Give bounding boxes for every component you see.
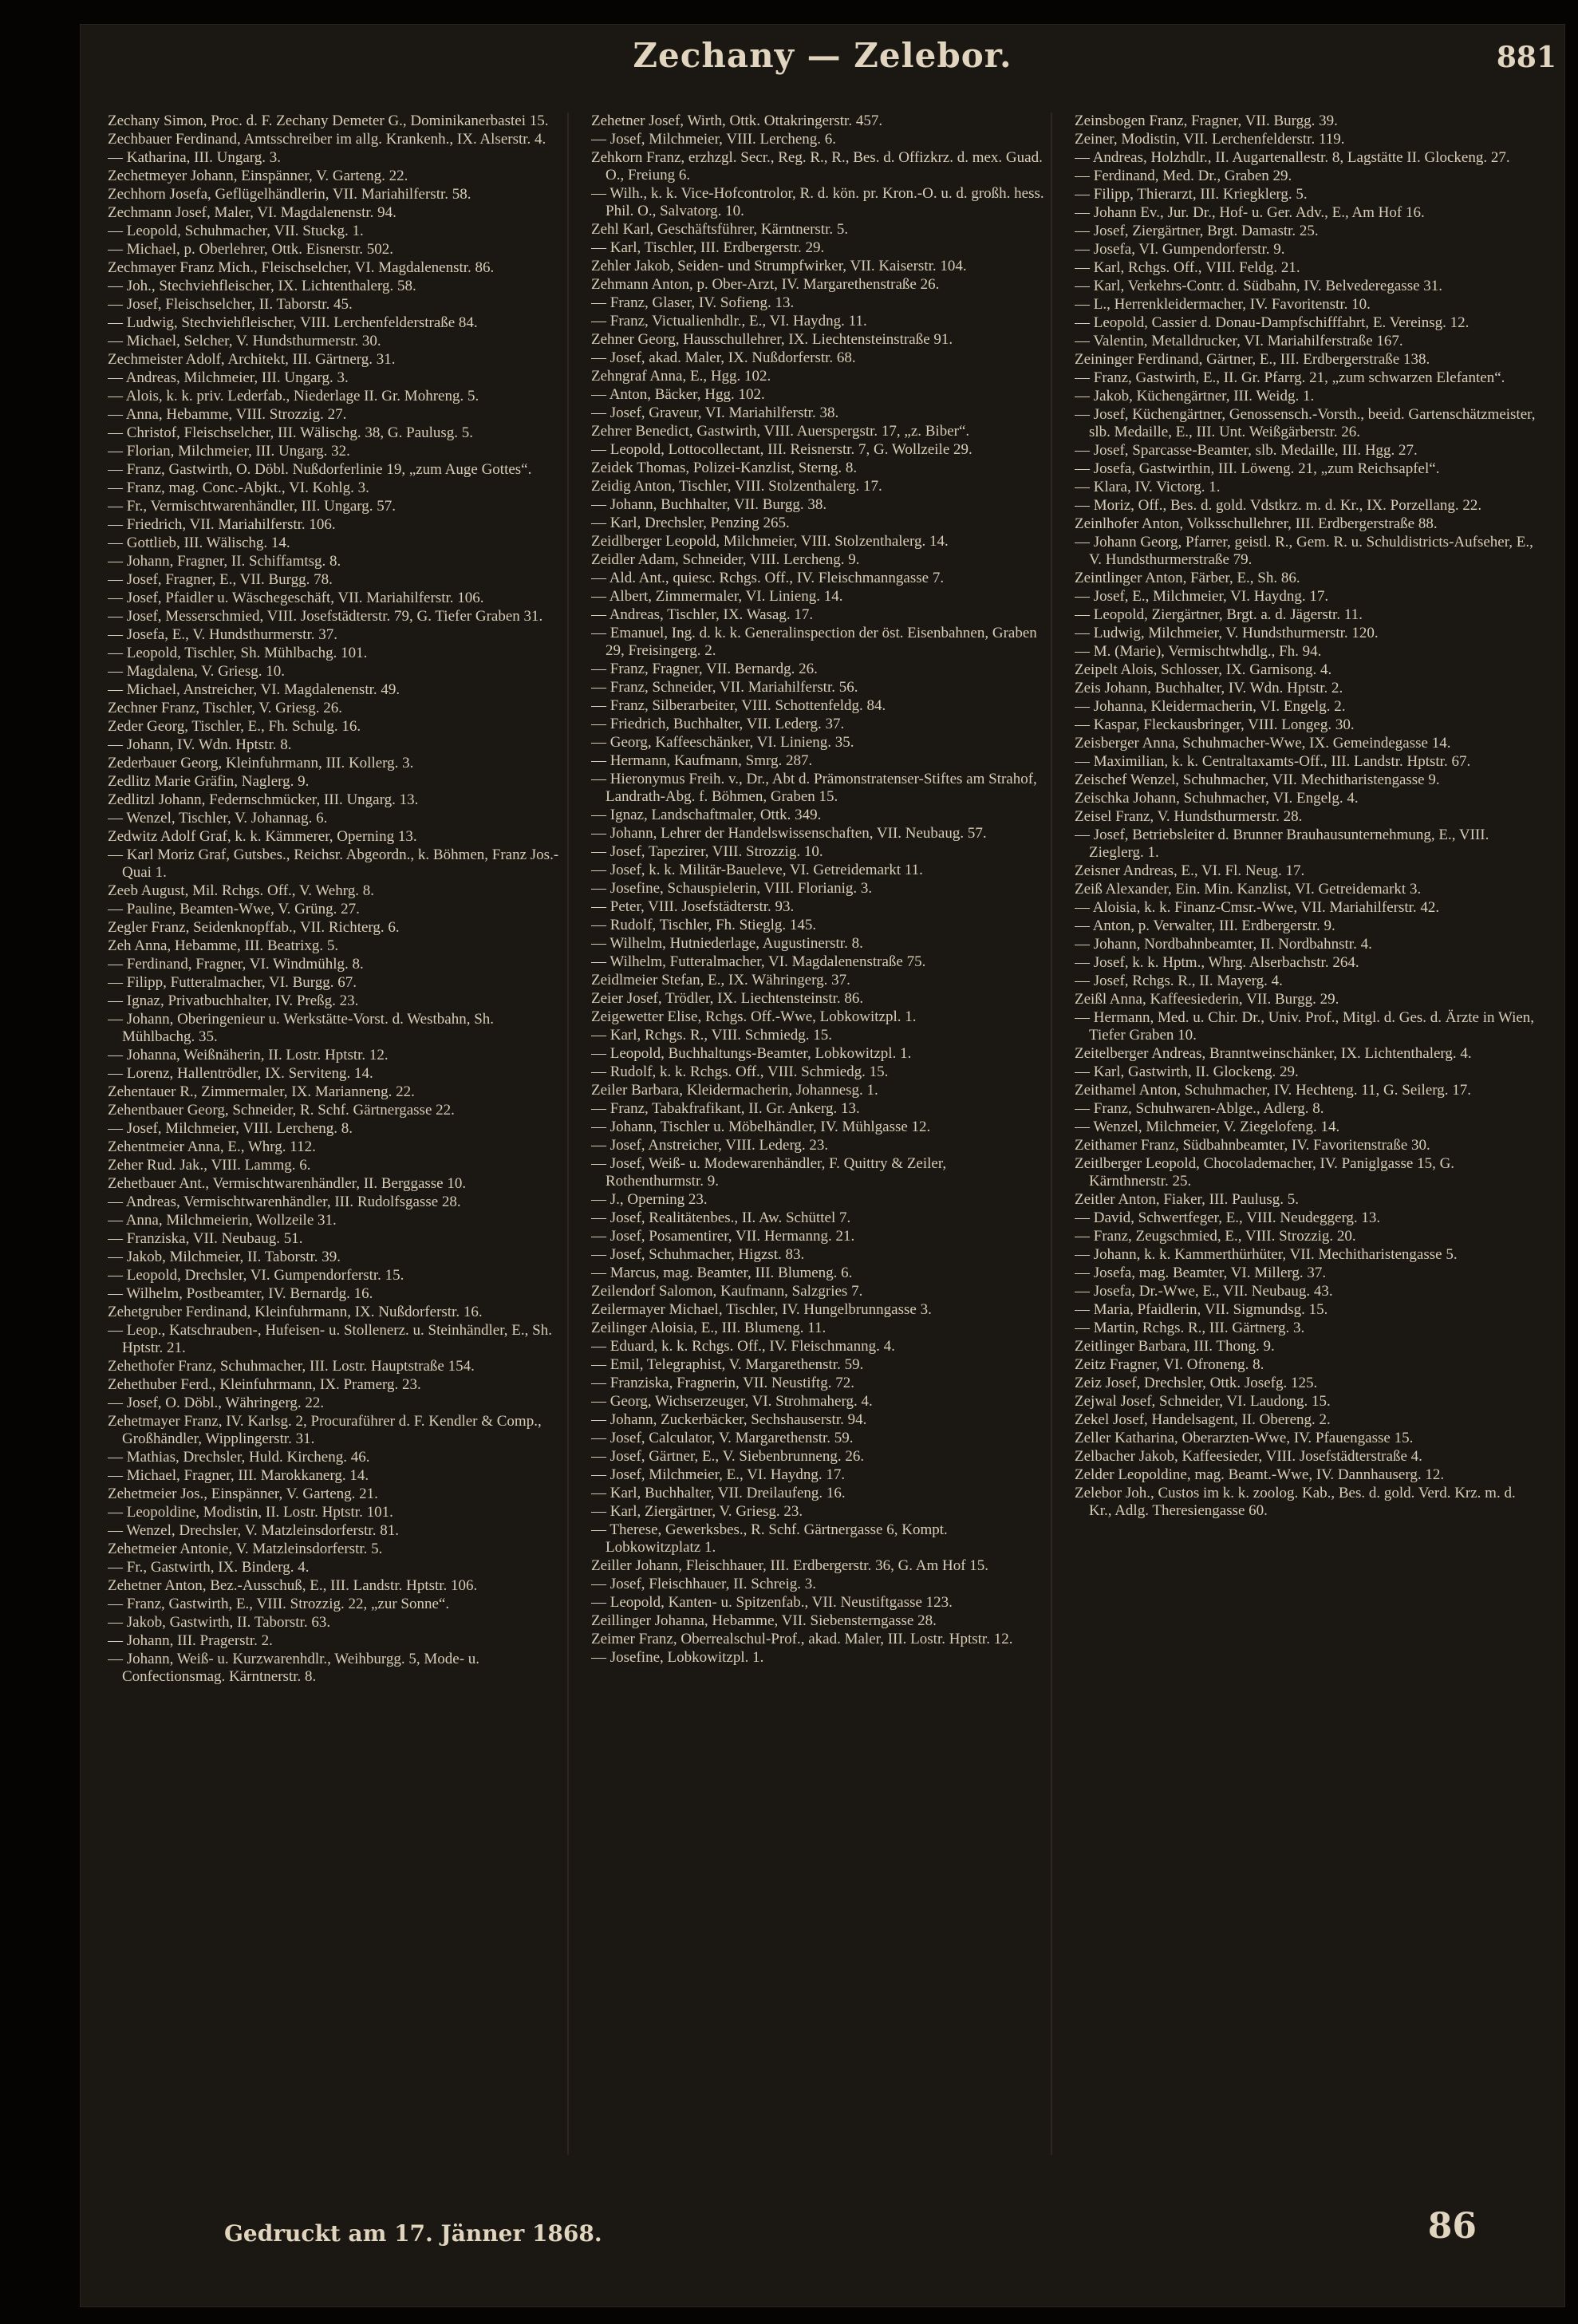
directory-entry: — Josef, E., Milchmeier, VI. Haydng. 17. — [1075, 588, 1329, 605]
directory-entry: — Josef, Realitätenbes., II. Aw. Schüttel 7. — [591, 1209, 851, 1226]
directory-entry: Zeidek Thomas, Polizei-Kanzlist, Sterng. 8. — [591, 460, 858, 476]
directory-entry: Zedlitzl Johann, Federnschmücker, III. Ungarg. 13. — [108, 791, 419, 808]
directory-entry: — Franz, Victualienhdlr., E., VI. Haydng. 11. — [591, 313, 867, 329]
directory-entry: — Josef, Sparcasse-Beamter, slb. Medaille, III. Hgg. 27. — [1075, 442, 1418, 459]
directory-entry: — Johann, IV. Wdn. Hptstr. 8. — [108, 736, 292, 753]
directory-entry: Zechmayer Franz Mich., Fleischselcher, VI. Magdalenenstr. 86. — [108, 259, 495, 276]
directory-entry: — Josef, Rchgs. R., II. Mayerg. 4. — [1075, 973, 1283, 989]
directory-entry: Zeidlmeier Stefan, E., IX. Währingerg. 37. — [591, 972, 850, 988]
directory-entry: Zeigewetter Elise, Rchgs. Off.-Wwe, Lobkowitzpl. 1. — [591, 1008, 917, 1025]
directory-entry: — Josef, Gärtner, E., V. Siebenbrunneng. 26. — [591, 1448, 865, 1465]
directory-entry: Zelebor Joh., Custos im k. k. zoolog. Kab., Bes. d. gold. Verd. Krz. m. d. Kr., Adlg. Theresiengasse 60. — [1075, 1485, 1516, 1519]
directory-entry: Zeier Josef, Trödler, IX. Liechtensteinstr. 86. — [591, 990, 864, 1007]
directory-entry: Zeilendorf Salomon, Kaufmann, Salzgries 7. — [591, 1283, 863, 1300]
directory-entry: Zehler Jakob, Seiden- und Strumpfwirker, VII. Kaiserstr. 104. — [591, 258, 967, 274]
page-title: Zechany — Zelebor. — [633, 36, 1012, 75]
directory-entry: — Josef, Pfaidler u. Wäschegeschäft, VII. Mariahilferstr. 106. — [108, 590, 484, 606]
directory-entry: — Johann, III. Pragerstr. 2. — [108, 1632, 273, 1649]
directory-entry: — Franziska, VII. Neubaug. 51. — [108, 1230, 303, 1247]
directory-entry: — Lorenz, Hallentrödler, IX. Serviteng. 14. — [108, 1065, 373, 1082]
directory-entry: — Jakob, Küchengärtner, III. Weidg. 1. — [1075, 388, 1315, 404]
directory-entry: — Karl, Rchgs. Off., VIII. Feldg. 21. — [1075, 259, 1300, 276]
directory-entry: — Pauline, Beamten-Wwe, V. Grüng. 27. — [108, 901, 360, 917]
directory-entry: — Joh., Stechviehfleischer, IX. Lichtenthalerg. 58. — [108, 278, 416, 294]
directory-entry: Zedwitz Adolf Graf, k. k. Kämmerer, Operning 13. — [108, 828, 417, 845]
directory-entry: — Karl, Ziergärtner, V. Griesg. 23. — [591, 1503, 803, 1520]
directory-entry: — Josef, Graveur, VI. Mariahilferstr. 38. — [591, 404, 839, 421]
directory-entry: Zehethuber Ferd., Kleinfuhrmann, IX. Pramerg. 23. — [108, 1376, 421, 1393]
directory-entry: — Josef, Fleischselcher, II. Taborstr. 45. — [108, 296, 353, 313]
directory-entry: Zehkorn Franz, erzhzgl. Secr., Reg. R., R., Bes. d. Offizkrz. d. mex. Guad. O., Freiung 6. — [591, 149, 1043, 183]
directory-entry: Zehner Georg, Hausschullehrer, IX. Liechtensteinstraße 91. — [591, 331, 953, 348]
directory-entry: — Ferdinand, Med. Dr., Graben 29. — [1075, 168, 1292, 184]
directory-entry: — Gottlieb, III. Wälischg. 14. — [108, 535, 290, 551]
directory-entry: — Franz, Gastwirth, O. Döbl. Nußdorferlinie 19, „zum Auge Gottes“. — [108, 461, 532, 478]
directory-entry: — Leopold, Tischler, Sh. Mühlbachg. 101. — [108, 645, 368, 661]
directory-entry: — Johann, Fragner, II. Schiffamtsg. 8. — [108, 553, 341, 570]
directory-entry: — Georg, Kaffeeschänker, VI. Linieng. 35. — [591, 734, 854, 751]
directory-entry: Zechmann Josef, Maler, VI. Magdalenenstr. 94. — [108, 204, 396, 221]
directory-entry: — Ludwig, Stechviehfleischer, VIII. Lerchenfelderstraße 84. — [108, 314, 478, 331]
directory-entry: Zehngraf Anna, E., Hgg. 102. — [591, 368, 771, 385]
directory-entry: — Wilh., k. k. Vice-Hofcontrolor, R. d. kön. pr. Kron.-O. u. d. großh. hess. Phil. O., Salvatorg. 10. — [591, 185, 1044, 219]
directory-entry: Zechetmeyer Johann, Einspänner, V. Garteng. 22. — [108, 168, 408, 184]
directory-entry: Zeipelt Alois, Schlosser, IX. Garnisong. 4. — [1075, 661, 1332, 678]
directory-entry: — Maria, Pfaidlerin, VII. Sigmundsg. 15. — [1075, 1301, 1328, 1318]
directory-entry: Zeder Georg, Tischler, E., Fh. Schulg. 16. — [108, 718, 361, 735]
directory-entry: — Leop., Katschrauben-, Hufeisen- u. Stollenerz. u. Steinhändler, E., Sh. Hptstr. 21. — [108, 1322, 552, 1356]
directory-entry: — Johann, Zuckerbäcker, Sechshauserstr. 94. — [591, 1411, 867, 1428]
directory-entry: — Josef, Calculator, V. Margarethenstr. 59. — [591, 1430, 854, 1446]
directory-entry: Zeeb August, Mil. Rchgs. Off., V. Wehrg. 8. — [108, 882, 374, 899]
directory-entry: — Franz, Gastwirth, E., II. Gr. Pfarrg. 21, „zum schwarzen Elefanten“. — [1075, 369, 1505, 386]
column-right — [1075, 112, 1536, 2155]
directory-entry: — Ignaz, Landschaftmaler, Ottk. 349. — [591, 807, 822, 823]
directory-entry: — Fr., Gastwirth, IX. Binderg. 4. — [108, 1559, 310, 1576]
directory-entry: — Josef, Küchengärtner, Genossensch.-Vorsth., beeid. Gartenschätzmeister, slb. Medaille, E., III. Unt. Weißgärberstr. 26. — [1075, 406, 1536, 440]
directory-entry: — Josef, Weiß- u. Modewarenhändler, F. Quittry & Zeiler, Rothenthurmstr. 9. — [591, 1155, 947, 1190]
directory-entry: — Josef, Milchmeier, E., VI. Haydng. 17. — [591, 1466, 846, 1483]
directory-entry: — Josefa, mag. Beamter, VI. Millerg. 37. — [1075, 1265, 1327, 1281]
directory-entry: Zeitlberger Leopold, Chocolademacher, IV. Paniglgasse 15, G. Kärnthnerstr. 25. — [1075, 1155, 1455, 1190]
directory-entry: — Hieronymus Freih. v., Dr., Abt d. Prämonstratenser-Stiftes am Strahof, Landrath-Abg. f. Böhmen, Graben 15. — [591, 771, 1037, 805]
directory-entry: Zeller Katharina, Oberarzten-Wwe, IV. Pfauengasse 15. — [1075, 1430, 1414, 1446]
directory-entry: — Andreas, Milchmeier, III. Ungarg. 3. — [108, 369, 349, 386]
directory-entry: — Leopoldine, Modistin, II. Lostr. Hptstr. 101. — [108, 1504, 393, 1521]
directory-entry: — Johann, k. k. Kammerthürhüter, VII. Mechitharistengasse 5. — [1075, 1246, 1458, 1263]
directory-entry: — Josef, Messerschmied, VIII. Josefstädterstr. 79, G. Tiefer Graben 31. — [108, 608, 543, 625]
directory-entry: — Josef, Milchmeier, VIII. Lercheng. 6. — [591, 131, 837, 148]
directory-entry: Zeischef Wenzel, Schuhmacher, VII. Mechitharistengasse 9. — [1075, 771, 1440, 788]
directory-entry: — Anton, Bäcker, Hgg. 102. — [591, 386, 765, 403]
print-date-note: Gedruckt am 17. Jänner 1868. — [224, 2220, 602, 2247]
directory-entry: — Josefine, Lobkowitzpl. 1. — [591, 1649, 764, 1666]
directory-entry: — Michael, Fragner, III. Marokkanerg. 14. — [108, 1467, 369, 1484]
directory-entry: — Kaspar, Fleckausbringer, VIII. Longeg. 30. — [1075, 716, 1355, 733]
directory-entry: — Filipp, Futteralmacher, VI. Burgg. 67. — [108, 974, 357, 991]
directory-entry: — Aloisia, k. k. Finanz-Cmsr.-Wwe, VII. Mariahilferstr. 42. — [1075, 899, 1440, 916]
directory-entry: Zehrer Benedict, Gastwirth, VIII. Auerspergstr. 17, „z. Biber“. — [591, 423, 970, 440]
directory-entry: — Josef, akad. Maler, IX. Nußdorferstr. 68. — [591, 349, 856, 366]
directory-entry: — Klara, IV. Victorg. 1. — [1075, 479, 1221, 495]
directory-entry: Zekel Josef, Handelsagent, II. Obereng. 2. — [1075, 1411, 1331, 1428]
directory-entry: — Josefa, Gastwirthin, III. Löweng. 21, „zum Reichsapfel“. — [1075, 460, 1440, 477]
directory-entry: — Leopold, Lottocollectant, III. Reisnerstr. 7, G. Wollzeile 29. — [591, 441, 972, 458]
column-left — [108, 112, 569, 2155]
directory-entry: — Wenzel, Milchmeier, V. Ziegelofeng. 14. — [1075, 1119, 1340, 1135]
directory-entry: Zeillinger Johanna, Hebamme, VII. Siebensterngasse 28. — [591, 1612, 937, 1629]
directory-entry: Zeitelberger Andreas, Branntweinschänker, IX. Lichtenthalerg. 4. — [1075, 1045, 1472, 1062]
directory-entry: Zehetmayer Franz, IV. Karlsg. 2, Procuraführer d. F. Kendler & Comp., Großhändler, Wipplingerstr. 31. — [108, 1413, 542, 1447]
directory-entry: — Josefine, Schauspielerin, VIII. Florianig. 3. — [591, 880, 873, 897]
directory-entry: — Josef, Anstreicher, VIII. Lederg. 23. — [591, 1137, 829, 1154]
directory-entry: — Emil, Telegraphist, V. Margarethenstr. 59. — [591, 1356, 864, 1373]
directory-entry: — Hermann, Kaufmann, Smrg. 287. — [591, 752, 813, 769]
directory-entry: — Leopold, Schuhmacher, VII. Stuckg. 1. — [108, 223, 364, 239]
directory-entry: Zeitz Fragner, VI. Ofroneng. 8. — [1075, 1356, 1264, 1373]
directory-entry: — Wilhelm, Futteralmacher, VI. Magdalenenstraße 75. — [591, 953, 926, 970]
directory-entry: Zeiller Johann, Fleischhauer, III. Erdbergerstr. 36, G. Am Hof 15. — [591, 1557, 989, 1574]
directory-entry: — Wenzel, Tischler, V. Johannag. 6. — [108, 810, 328, 827]
directory-entry: — Georg, Wichserzeuger, VI. Strohmaherg. 4. — [591, 1393, 873, 1410]
directory-entry: — Anton, p. Verwalter, III. Erdbergerstr. 9. — [1075, 917, 1335, 934]
directory-entry: — Marcus, mag. Beamter, III. Blumeng. 6. — [591, 1265, 853, 1281]
directory-entry: Zeisberger Anna, Schuhmacher-Wwe, IX. Gemeindegasse 14. — [1075, 735, 1451, 752]
page-footer — [81, 2206, 1564, 2260]
directory-entry: Zedlitz Marie Gräfin, Naglerg. 9. — [108, 773, 310, 790]
directory-entry: — Josef, Schuhmacher, Higzst. 83. — [591, 1246, 805, 1263]
directory-entry: — Franz, Tabakfrafikant, II. Gr. Ankerg. 13. — [591, 1100, 860, 1117]
directory-entry: — M. (Marie), Vermischtwhdlg., Fh. 94. — [1075, 643, 1322, 660]
directory-entry: — Karl, Buchhalter, VII. Dreilaufeng. 16. — [591, 1485, 846, 1501]
directory-entry: — Franz, Zeugschmied, E., VIII. Strozzig. 20. — [1075, 1228, 1356, 1245]
directory-entry: — Therese, Gewerksbes., R. Schf. Gärtnergasse 6, Kompt. Lobkowitzplatz 1. — [591, 1521, 948, 1556]
directory-entry: Zeilermayer Michael, Tischler, IV. Hungelbrunngasse 3. — [591, 1301, 932, 1318]
directory-entry: — Albert, Zimmermaler, VI. Linieng. 14. — [591, 588, 843, 605]
directory-entry: — Leopold, Kanten- u. Spitzenfab., VII. Neustiftgasse 123. — [591, 1594, 953, 1611]
directory-entry: — Michael, p. Oberlehrer, Ottk. Eisnerstr. 502. — [108, 241, 394, 258]
directory-entry: — Josefa, Dr.-Wwe, E., VII. Neubaug. 43. — [1075, 1283, 1333, 1300]
directory-entry: — Leopold, Cassier d. Donau-Dampfschifffahrt, E. Vereinsg. 12. — [1075, 314, 1470, 331]
directory-entry: — Josefa, E., V. Hundsthurmerstr. 37. — [108, 626, 337, 643]
directory-entry: — Friedrich, Buchhalter, VII. Lederg. 37. — [591, 716, 845, 732]
directory-entry: — Leopold, Buchhaltungs-Beamter, Lobkowitzpl. 1. — [591, 1045, 912, 1062]
directory-entry: Zejwal Josef, Schneider, VI. Laudong. 15. — [1075, 1393, 1331, 1410]
directory-entry: — Josef, Fragner, E., VII. Burgg. 78. — [108, 571, 333, 588]
directory-entry: Zeißl Anna, Kaffeesiederin, VII. Burgg. 29. — [1075, 991, 1339, 1008]
directory-entry: — Karl, Tischler, III. Erdbergerstr. 29. — [591, 239, 825, 256]
directory-entry: — Karl, Rchgs. R., VIII. Schmiedg. 15. — [591, 1027, 833, 1044]
directory-entry: — Jakob, Gastwirth, II. Taborstr. 63. — [108, 1614, 331, 1631]
directory-entry: — Peter, VIII. Josefstädterstr. 93. — [591, 898, 795, 915]
directory-entry: Zeisel Franz, V. Hundsthurmerstr. 28. — [1075, 808, 1303, 825]
directory-entry: — Hermann, Med. u. Chir. Dr., Univ. Prof., Mitgl. d. Ges. d. Ärzte in Wien, Tiefer Graben 10. — [1075, 1009, 1535, 1044]
directory-entry: — Johann, Oberingenieur u. Werkstätte-Vorst. d. Westbahn, Sh. Mühlbachg. 35. — [108, 1011, 495, 1045]
directory-entry: Zehethofer Franz, Schuhmacher, III. Lostr. Hauptstraße 154. — [108, 1358, 475, 1375]
directory-entry: Zechhorn Josefa, Geflügelhändlerin, VII. Mariahilferstr. 58. — [108, 186, 471, 203]
directory-entry: Zeilinger Aloisia, E., III. Blumeng. 11. — [591, 1320, 826, 1336]
directory-entry: — Josef, Ziergärtner, Brgt. Damastr. 25. — [1075, 223, 1319, 239]
directory-entry: — Franz, Schuhwaren-Ablge., Adlerg. 8. — [1075, 1100, 1324, 1117]
directory-entry: — Andreas, Holzhdlr., II. Augartenallestr. 8, Lagstätte II. Glockeng. 27. — [1075, 149, 1510, 166]
directory-entry: — Magdalena, V. Griesg. 10. — [108, 663, 285, 680]
directory-entry: Zechner Franz, Tischler, V. Griesg. 26. — [108, 700, 343, 716]
directory-entry: Zeiler Barbara, Kleidermacherin, Johannesg. 1. — [591, 1082, 878, 1099]
directory-entry: Zeitler Anton, Fiaker, III. Paulusg. 5. — [1075, 1191, 1300, 1208]
directory-entry: — Michael, Selcher, V. Hundsthurmerstr. 30. — [108, 333, 381, 349]
directory-entry: Zeiß Alexander, Ein. Min. Kanzlist, VI. Getreidemarkt 3. — [1075, 881, 1422, 898]
directory-entry: — David, Schwertfeger, E., VIII. Neudeggerg. 13. — [1075, 1209, 1381, 1226]
directory-entry: — Maximilian, k. k. Centraltaxamts-Off., III. Landstr. Hptstr. 67. — [1075, 753, 1471, 770]
directory-entry: Zeidig Anton, Tischler, VIII. Stolzenthalerg. 17. — [591, 478, 882, 495]
directory-entry: Zehmann Anton, p. Ober-Arzt, IV. Margarethenstraße 26. — [591, 276, 940, 293]
directory-entry: — L., Herrenkleidermacher, IV. Favoritenstr. 10. — [1075, 296, 1371, 313]
column-middle — [591, 112, 1052, 2155]
directory-entry: Zehetmeier Antonie, V. Matzleinsdorferstr. 5. — [108, 1541, 383, 1557]
directory-entry: Zeisner Andreas, E., VI. Fl. Neug. 17. — [1075, 862, 1305, 879]
directory-entry: — Karl, Gastwirth, II. Glockeng. 29. — [1075, 1063, 1299, 1080]
directory-entry: Zelder Leopoldine, mag. Beamt.-Wwe, IV. Dannhauserg. 12. — [1075, 1466, 1445, 1483]
directory-entry: Zeiz Josef, Drechsler, Ottk. Josefg. 125. — [1075, 1375, 1318, 1391]
directory-entry: — Franz, Gastwirth, E., VIII. Strozzig. 22, „zur Sonne“. — [108, 1596, 450, 1612]
directory-entry: — Josefa, VI. Gumpendorferstr. 9. — [1075, 241, 1285, 258]
directory-entry: — Franz, mag. Conc.-Abjkt., VI. Kohlg. 3. — [108, 479, 369, 496]
directory-entry: — Karl, Drechsler, Penzing 265. — [591, 515, 790, 531]
directory-entry: — Josef, Posamentirer, VII. Hermanng. 21. — [591, 1228, 855, 1245]
directory-entry: — Katharina, III. Ungarg. 3. — [108, 149, 282, 166]
directory-entry: — Josef, Milchmeier, VIII. Lercheng. 8. — [108, 1120, 353, 1137]
directory-entry: Zeischka Johann, Schuhmacher, VI. Engelg. 4. — [1075, 790, 1359, 807]
directory-entry: Zehentauer R., Zimmermaler, IX. Marianneng. 22. — [108, 1083, 415, 1100]
directory-entry: Zehetmeier Jos., Einspänner, V. Garteng. 21. — [108, 1486, 378, 1502]
directory-entry: — Johann, Weiß- u. Kurzwarenhdlr., Weihburgg. 5, Mode- u. Confectionsmag. Kärntnerstr. 8. — [108, 1651, 480, 1685]
directory-entry: Zeher Rud. Jak., VIII. Lammg. 6. — [108, 1157, 311, 1174]
directory-entry: — Moriz, Off., Bes. d. gold. Vdstkrz. m. d. Kr., IX. Porzellang. 22. — [1075, 497, 1482, 514]
directory-entry: — Wenzel, Drechsler, V. Matzleinsdorferstr. 81. — [108, 1522, 399, 1539]
directory-entry: — Rudolf, Tischler, Fh. Stieglg. 145. — [591, 917, 817, 933]
directory-entry: — Leopold, Drechsler, VI. Gumpendorferstr. 15. — [108, 1267, 404, 1284]
directory-entry: Zeis Johann, Buchhalter, IV. Wdn. Hptstr. 2. — [1075, 680, 1343, 696]
directory-entry: — Karl Moriz Graf, Gutsbes., Reichsr. Abgeordn., k. Böhmen, Franz Jos.-Quai 1. — [108, 846, 559, 881]
directory-entry: — Johann, Buchhalter, VII. Burgg. 38. — [591, 496, 827, 513]
directory-entry: — Friedrich, VII. Mariahilferstr. 106. — [108, 516, 336, 533]
directory-entry: Zeh Anna, Hebamme, III. Beatrixg. 5. — [108, 937, 339, 954]
directory-entry: — Ludwig, Milchmeier, V. Hundsthurmerstr. 120. — [1075, 625, 1379, 641]
directory-entry: — Christof, Fleischselcher, III. Wälischg. 38, G. Paulusg. 5. — [108, 424, 473, 441]
directory-entry: Zelbacher Jakob, Kaffeesieder, VIII. Josefstädterstraße 4. — [1075, 1448, 1422, 1465]
directory-entry: Zehl Karl, Geschäftsführer, Kärntnerstr. 5. — [591, 221, 849, 238]
directory-entry: — Fr., Vermischtwarenhändler, III. Ungarg. 57. — [108, 498, 396, 515]
directory-entry: — Josef, Tapezirer, VIII. Strozzig. 10. — [591, 843, 823, 860]
directory-entry: — Josef, Fleischhauer, II. Schreig. 3. — [591, 1576, 817, 1592]
directory-entry: — Karl, Verkehrs-Contr. d. Südbahn, IV. Belvederegasse 31. — [1075, 278, 1443, 294]
directory-entry: — Josef, O. Döbl., Währingerg. 22. — [108, 1395, 325, 1411]
directory-entry: — Franz, Silberarbeiter, VIII. Schottenfeldg. 84. — [591, 697, 886, 714]
directory-entry: — Ferdinand, Fragner, VI. Windmühlg. 8. — [108, 956, 364, 973]
directory-entry: Zeiner, Modistin, VII. Lerchenfelderstr. 119. — [1075, 131, 1345, 148]
directory-entry: — Josef, k. k. Hptm., Whrg. Alserbachstr. 264. — [1075, 954, 1359, 971]
directory-entry: Zeithamel Anton, Schuhmacher, IV. Hechteng. 11, G. Seilerg. 17. — [1075, 1082, 1472, 1099]
directory-entry: — Eduard, k. k. Rchgs. Off., IV. Fleischmanng. 4. — [591, 1338, 895, 1355]
directory-entry: Zechbauer Ferdinand, Amtsschreiber im allg. Krankenh., IX. Alserstr. 4. — [108, 131, 546, 148]
directory-entry: — Jakob, Milchmeier, II. Taborstr. 39. — [108, 1249, 341, 1265]
directory-entry: Zederbauer Georg, Kleinfuhrmann, III. Kollerg. 3. — [108, 755, 414, 771]
directory-entry: — Emanuel, Ing. d. k. k. Generalinspection der öst. Eisenbahnen, Graben 29, Freisingerg. 2. — [591, 625, 1037, 659]
directory-entry: Zehetner Josef, Wirth, Ottk. Ottakringerstr. 457. — [591, 112, 883, 129]
directory-entry: — Alois, k. k. priv. Lederfab., Niederlage II. Gr. Mohreng. 5. — [108, 388, 479, 404]
directory-entry: Zehetner Anton, Bez.-Ausschuß, E., III. Landstr. Hptstr. 106. — [108, 1577, 478, 1594]
directory-entry: — Valentin, Metalldrucker, VI. Mariahilferstraße 167. — [1075, 333, 1403, 349]
directory-entry: — Wilhelm, Hutniederlage, Augustinerstr. 8. — [591, 935, 863, 952]
directory-entry: — Michael, Anstreicher, VI. Magdalenenstr. 49. — [108, 681, 400, 698]
directory-entry: — J., Operning 23. — [591, 1191, 708, 1208]
directory-entry: — Anna, Milchmeierin, Wollzeile 31. — [108, 1212, 337, 1229]
directory-entry: — Filipp, Thierarzt, III. Kriegklerg. 5. — [1075, 186, 1308, 203]
directory-entry: — Johann, Tischler u. Möbelhändler, IV. Mühlgasse 12. — [591, 1119, 931, 1135]
directory-entry: — Franziska, Fragnerin, VII. Neustiftg. 72. — [591, 1375, 854, 1391]
directory-entry: — Rudolf, k. k. Rchgs. Off., VIII. Schmiedg. 15. — [591, 1063, 889, 1080]
directory-entry: — Martin, Rchgs. R., III. Gärtnerg. 3. — [1075, 1320, 1305, 1336]
directory-entry: Zehetgruber Ferdinand, Kleinfuhrmann, IX. Nußdorferstr. 16. — [108, 1304, 483, 1320]
directory-entry: — Franz, Fragner, VII. Bernardg. 26. — [591, 661, 818, 677]
directory-entry: Zeinsbogen Franz, Fragner, VII. Burgg. 39. — [1075, 112, 1338, 129]
directory-entry: — Anna, Hebamme, VIII. Strozzig. 27. — [108, 406, 347, 423]
directory-entry: Zeintlinger Anton, Färber, E., Sh. 86. — [1075, 570, 1300, 586]
directory-entry: — Florian, Milchmeier, III. Ungarg. 32. — [108, 443, 350, 460]
directory-entry: — Leopold, Ziergärtner, Brgt. a. d. Jägerstr. 11. — [1075, 606, 1363, 623]
directory-entry: Zeininger Ferdinand, Gärtner, E., III. Erdbergerstraße 138. — [1075, 351, 1430, 368]
directory-entry: Zeidler Adam, Schneider, VIII. Lercheng. 9. — [591, 551, 860, 568]
directory-entry: Zehentmeier Anna, E., Whrg. 112. — [108, 1138, 316, 1155]
directory-entry: Zehetbauer Ant., Vermischtwarenhändler, II. Berggasse 10. — [108, 1175, 467, 1192]
entry-columns — [108, 112, 1536, 2155]
directory-entry: — Johann, Nordbahnbeamter, II. Nordbahnstr. 4. — [1075, 936, 1372, 953]
directory-entry: Zeinlhofer Anton, Volksschullehrer, III. Erdbergerstraße 88. — [1075, 515, 1438, 532]
directory-entry: — Mathias, Drechsler, Huld. Kircheng. 46. — [108, 1449, 370, 1466]
directory-entry: Zechany Simon, Proc. d. F. Zechany Demeter G., Dominikanerbastei 15. — [108, 112, 549, 129]
directory-entry: Zechmeister Adolf, Architekt, III. Gärtnerg. 31. — [108, 351, 396, 368]
directory-entry: Zeidlberger Leopold, Milchmeier, VIII. Stolzenthalerg. 14. — [591, 533, 949, 550]
directory-entry: — Johanna, Kleidermacherin, VI. Engelg. 2. — [1075, 698, 1346, 715]
directory-entry: Zegler Franz, Seidenknopffab., VII. Richterg. 6. — [108, 919, 400, 936]
directory-entry: — Franz, Schneider, VII. Mariahilferstr. 56. — [591, 679, 858, 696]
directory-entry: — Andreas, Tischler, IX. Wasag. 17. — [591, 606, 814, 623]
directory-entry: — Ignaz, Privatbuchhalter, IV. Preßg. 23. — [108, 992, 359, 1009]
directory-entry: — Johann Ev., Jur. Dr., Hof- u. Ger. Adv., E., Am Hof 16. — [1075, 204, 1425, 221]
directory-entry: Zehentbauer Georg, Schneider, R. Schf. Gärtnergasse 22. — [108, 1102, 455, 1119]
directory-entry: Zeimer Franz, Oberrealschul-Prof., akad. Maler, III. Lostr. Hptstr. 12. — [591, 1631, 1013, 1647]
directory-entry: — Andreas, Vermischtwarenhändler, III. Rudolfsgasse 28. — [108, 1194, 461, 1210]
directory-entry: — Johanna, Weißnäherin, II. Lostr. Hptstr. 12. — [108, 1047, 389, 1063]
directory-entry: Zeitlinger Barbara, III. Thong. 9. — [1075, 1338, 1275, 1355]
directory-entry: — Franz, Glaser, IV. Sofieng. 13. — [591, 294, 795, 311]
directory-page — [80, 24, 1565, 2307]
directory-entry: Zeithamer Franz, Südbahnbeamter, IV. Favoritenstraße 30. — [1075, 1137, 1430, 1154]
directory-entry: — Ald. Ant., quiesc. Rchgs. Off., IV. Fleischmanngasse 7. — [591, 570, 945, 586]
directory-entry: — Johann, Lehrer der Handelswissenschaften, VII. Neubaug. 57. — [591, 825, 987, 842]
directory-entry: — Josef, k. k. Militär-Baueleve, VI. Getreidemarkt 11. — [591, 862, 923, 878]
directory-entry: — Josef, Betriebsleiter d. Brunner Brauhausunternehmung, E., VIII. Zieglerg. 1. — [1075, 827, 1489, 861]
sheet-number: 86 — [1427, 2206, 1477, 2247]
page-number: 881 — [1496, 41, 1556, 74]
directory-entry: — Johann Georg, Pfarrer, geistl. R., Gem. R. u. Schuldistricts-Aufseher, E., V. Hundsthurmerstraße 79. — [1075, 534, 1533, 568]
directory-entry: — Wilhelm, Postbeamter, IV. Bernardg. 16. — [108, 1285, 373, 1302]
page-header — [81, 31, 1564, 87]
